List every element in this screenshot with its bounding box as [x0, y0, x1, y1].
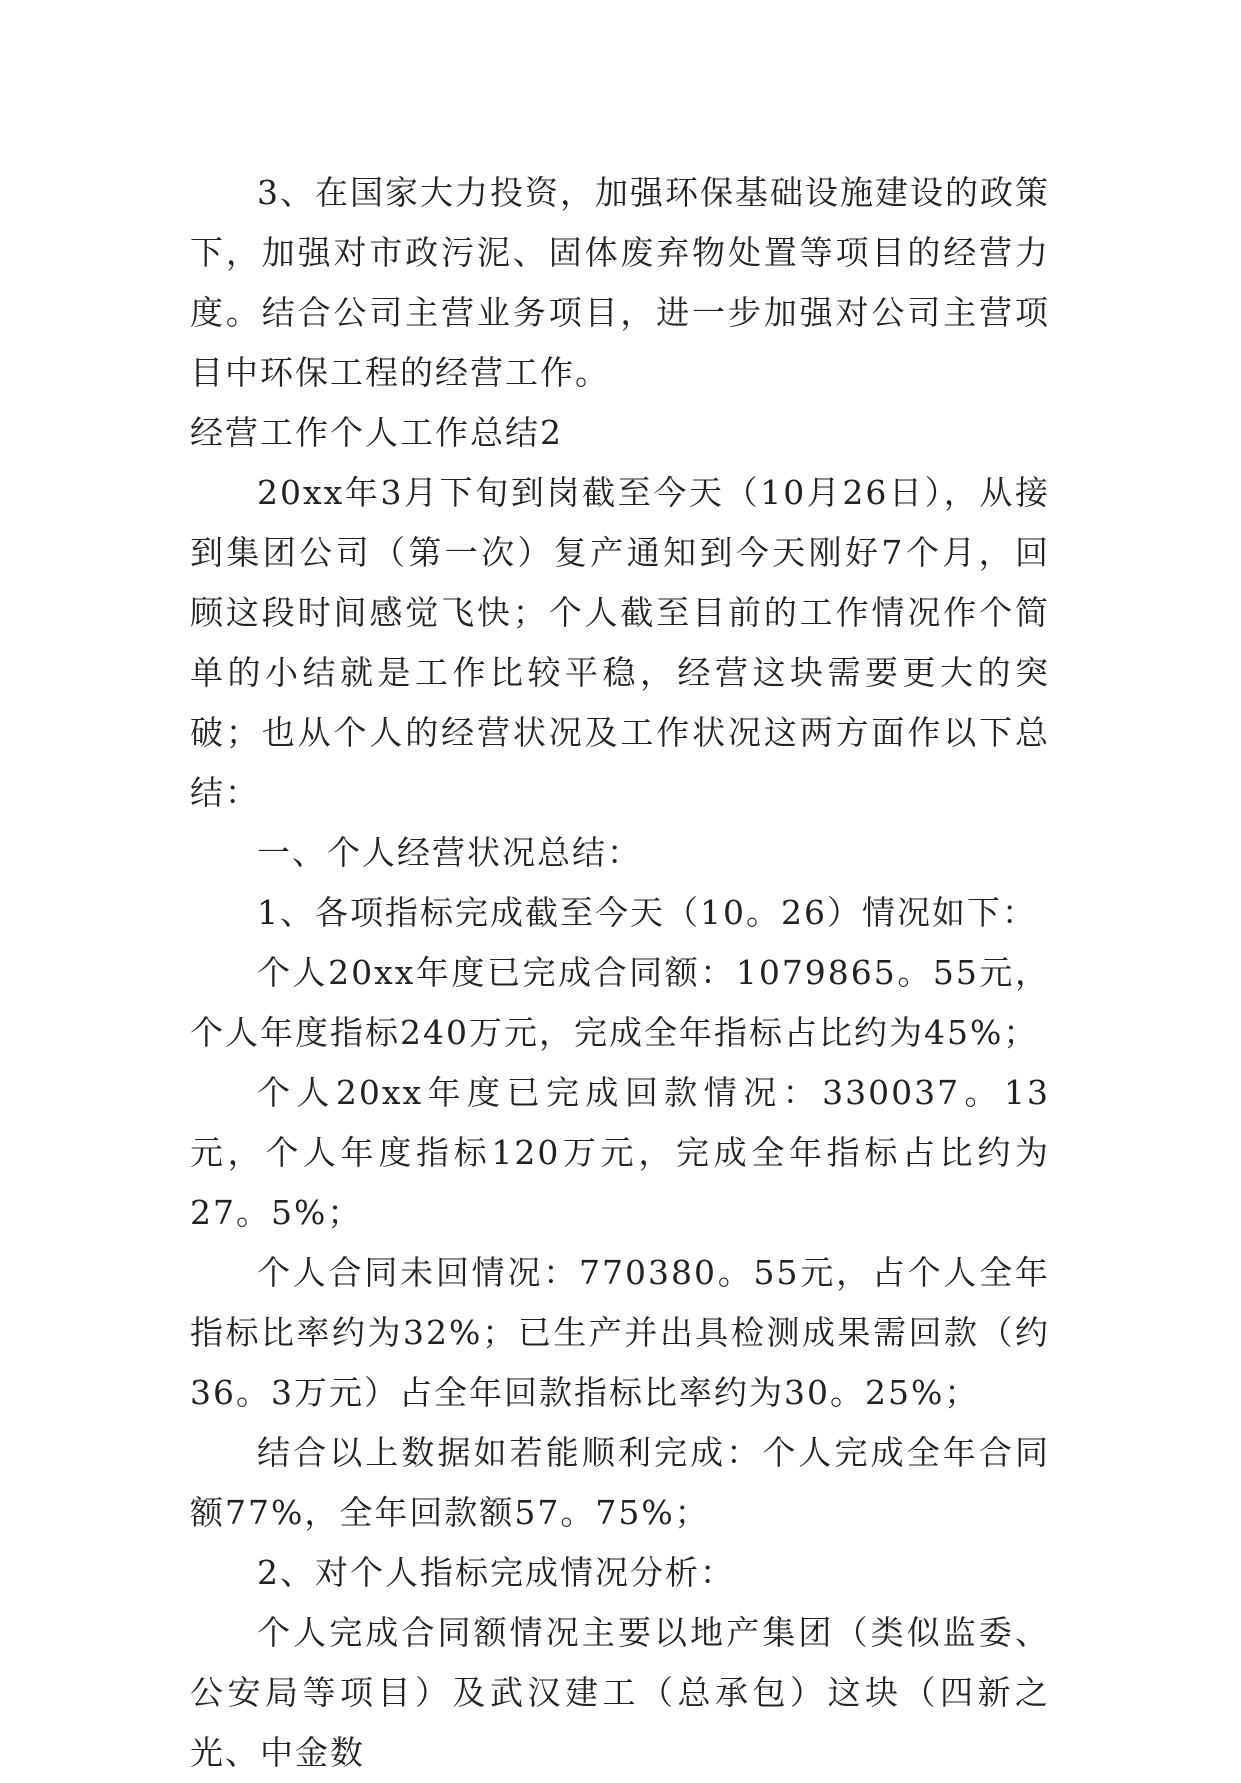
- paragraph: 20xx年3月下旬到岗截至今天（10月26日），从接到集团公司（第一次）复产通知到今天刚好7个月，回顾这段时间感觉飞快；个人截至目前的工作情况作个简单的小结就是工作比较平稳，经营这块需要更大的突破；也从个人的经营状况及工作状况这两方面作以下总结：: [190, 473, 1050, 812]
- paragraph: 2、对个人指标完成情况分析：: [257, 1553, 735, 1592]
- paragraph: 个人20xx年度已完成合同额：1079865。55元，个人年度指标240万元，完成全年指标占比约为45%；: [190, 953, 1050, 1052]
- document-body: [190, 163, 1050, 1783]
- section-heading: 经营工作个人工作总结2: [190, 413, 563, 452]
- paragraph: 结合以上数据如若能顺利完成：个人完成全年合同额77%，全年回款额57。75%；: [190, 1433, 1050, 1532]
- paragraph: 个人20xx年度已完成回款情况：330037。13元，个人年度指标120万元，完成全年指标占比约为27。5%；: [190, 1073, 1050, 1232]
- paragraph: 3、在国家大力投资，加强环保基础设施建设的政策下，加强对市政污泥、固体废弃物处置等项目的经营力度。结合公司主营业务项目，进一步加强对公司主营项目中环保工程的经营工作。: [190, 173, 1050, 392]
- paragraph: 个人完成合同额情况主要以地产集团（类似监委、公安局等项目）及武汉建工（总承包）这块（四新之光、中金数: [190, 1613, 1050, 1772]
- paragraph: 一、个人经营状况总结：: [257, 833, 642, 872]
- paragraph: 1、各项指标完成截至今天（10。26）情况如下：: [257, 893, 1037, 932]
- paragraph: 个人合同未回情况：770380。55元，占个人全年指标比率约为32%；已生产并出具检测成果需回款（约36。3万元）占全年回款指标比率约为30。25%；: [190, 1253, 1050, 1412]
